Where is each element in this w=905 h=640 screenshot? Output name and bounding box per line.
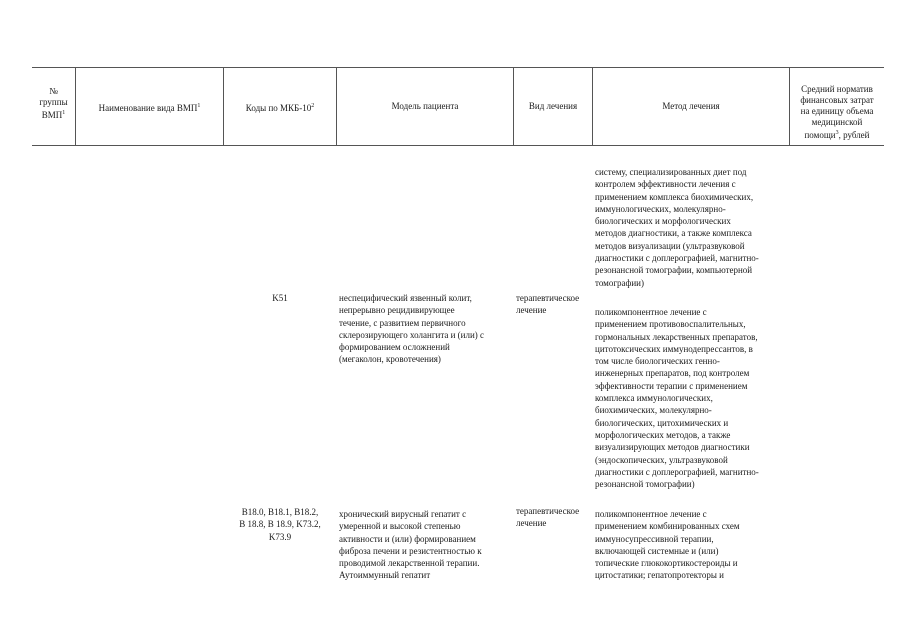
header-treatment-method: Метод лечения xyxy=(662,101,720,111)
header-patient-model: Модель пациента xyxy=(391,101,459,111)
row-treatment-method: систему, специализированных диет под контролем эффективности лечения с применением комплекса биохимических, иммунологических, молекулярно- биологических и морфологических методов диагностики, а также комплекса методов визуализации (ультразвуковой диагностики с доплерографией, магнитно- резонансной томографии, компьютерной томографии) xyxy=(595,167,759,288)
header-group-number: № группы ВМП$^1$ xyxy=(39,86,68,120)
header-average-cost: Средний норматив финансовых затрат на единицу объема медицинской помощи$^3$, рублей xyxy=(800,84,874,140)
row-treatment-method: поликомпонентное лечение с применением противовоспалительных, гормональных лекарственных препаратов, цитотоксических иммунодепрессантов, в том числе биологических генно- инженерных препаратов, под контролем эффективности терапии с применением комплекса иммунологических, биохимических, молекулярно- биологических, цитохимических и морфологических методов, а также визуализирующих методов диагностики (эндоскопических, ультразвуковой диагностики с доплерографией, магнитно- резонансной томографии) xyxy=(595,307,759,490)
row-treatment-type: терапевтическое лечение xyxy=(516,293,580,316)
row-icd-codes: K51 xyxy=(272,293,288,303)
row-treatment-method: поликомпонентное лечение с применением комбинированных схем иммуносупрессивной терапии, включающей системные и (или) топические глюкокортикостероиды и цитостатики; гепатопротекторы и xyxy=(595,509,740,581)
row-patient-model: хронический вирусный гепатит с умеренной и высокой степенью активности и (или) формированием фиброза печени и резистентностью к проводимой лекарственной терапии. Аутоиммунный гепатит xyxy=(339,509,482,581)
header-treatment-type: Вид лечения xyxy=(528,101,578,111)
row-icd-codes: B18.0, B18.1, B18.2, B 18.8, B 18.9, K73.2, K73.9 xyxy=(239,507,321,542)
header-bottom-border xyxy=(32,145,884,146)
header-icd-codes: Коды по МКБ-$10^2$ xyxy=(245,103,315,113)
header-vmp-name: Наименование вида ВМП$^1$ xyxy=(98,103,201,113)
row-treatment-type: терапевтическое лечение xyxy=(516,506,580,529)
row-patient-model: неспецифический язвенный колит, непрерывно рецидивирующее течение, с развитием первичного склерозирующего холангита и (или) с формированием осложнений (мегаколон, кровотечения) xyxy=(339,293,485,365)
header-top-border xyxy=(32,67,884,68)
